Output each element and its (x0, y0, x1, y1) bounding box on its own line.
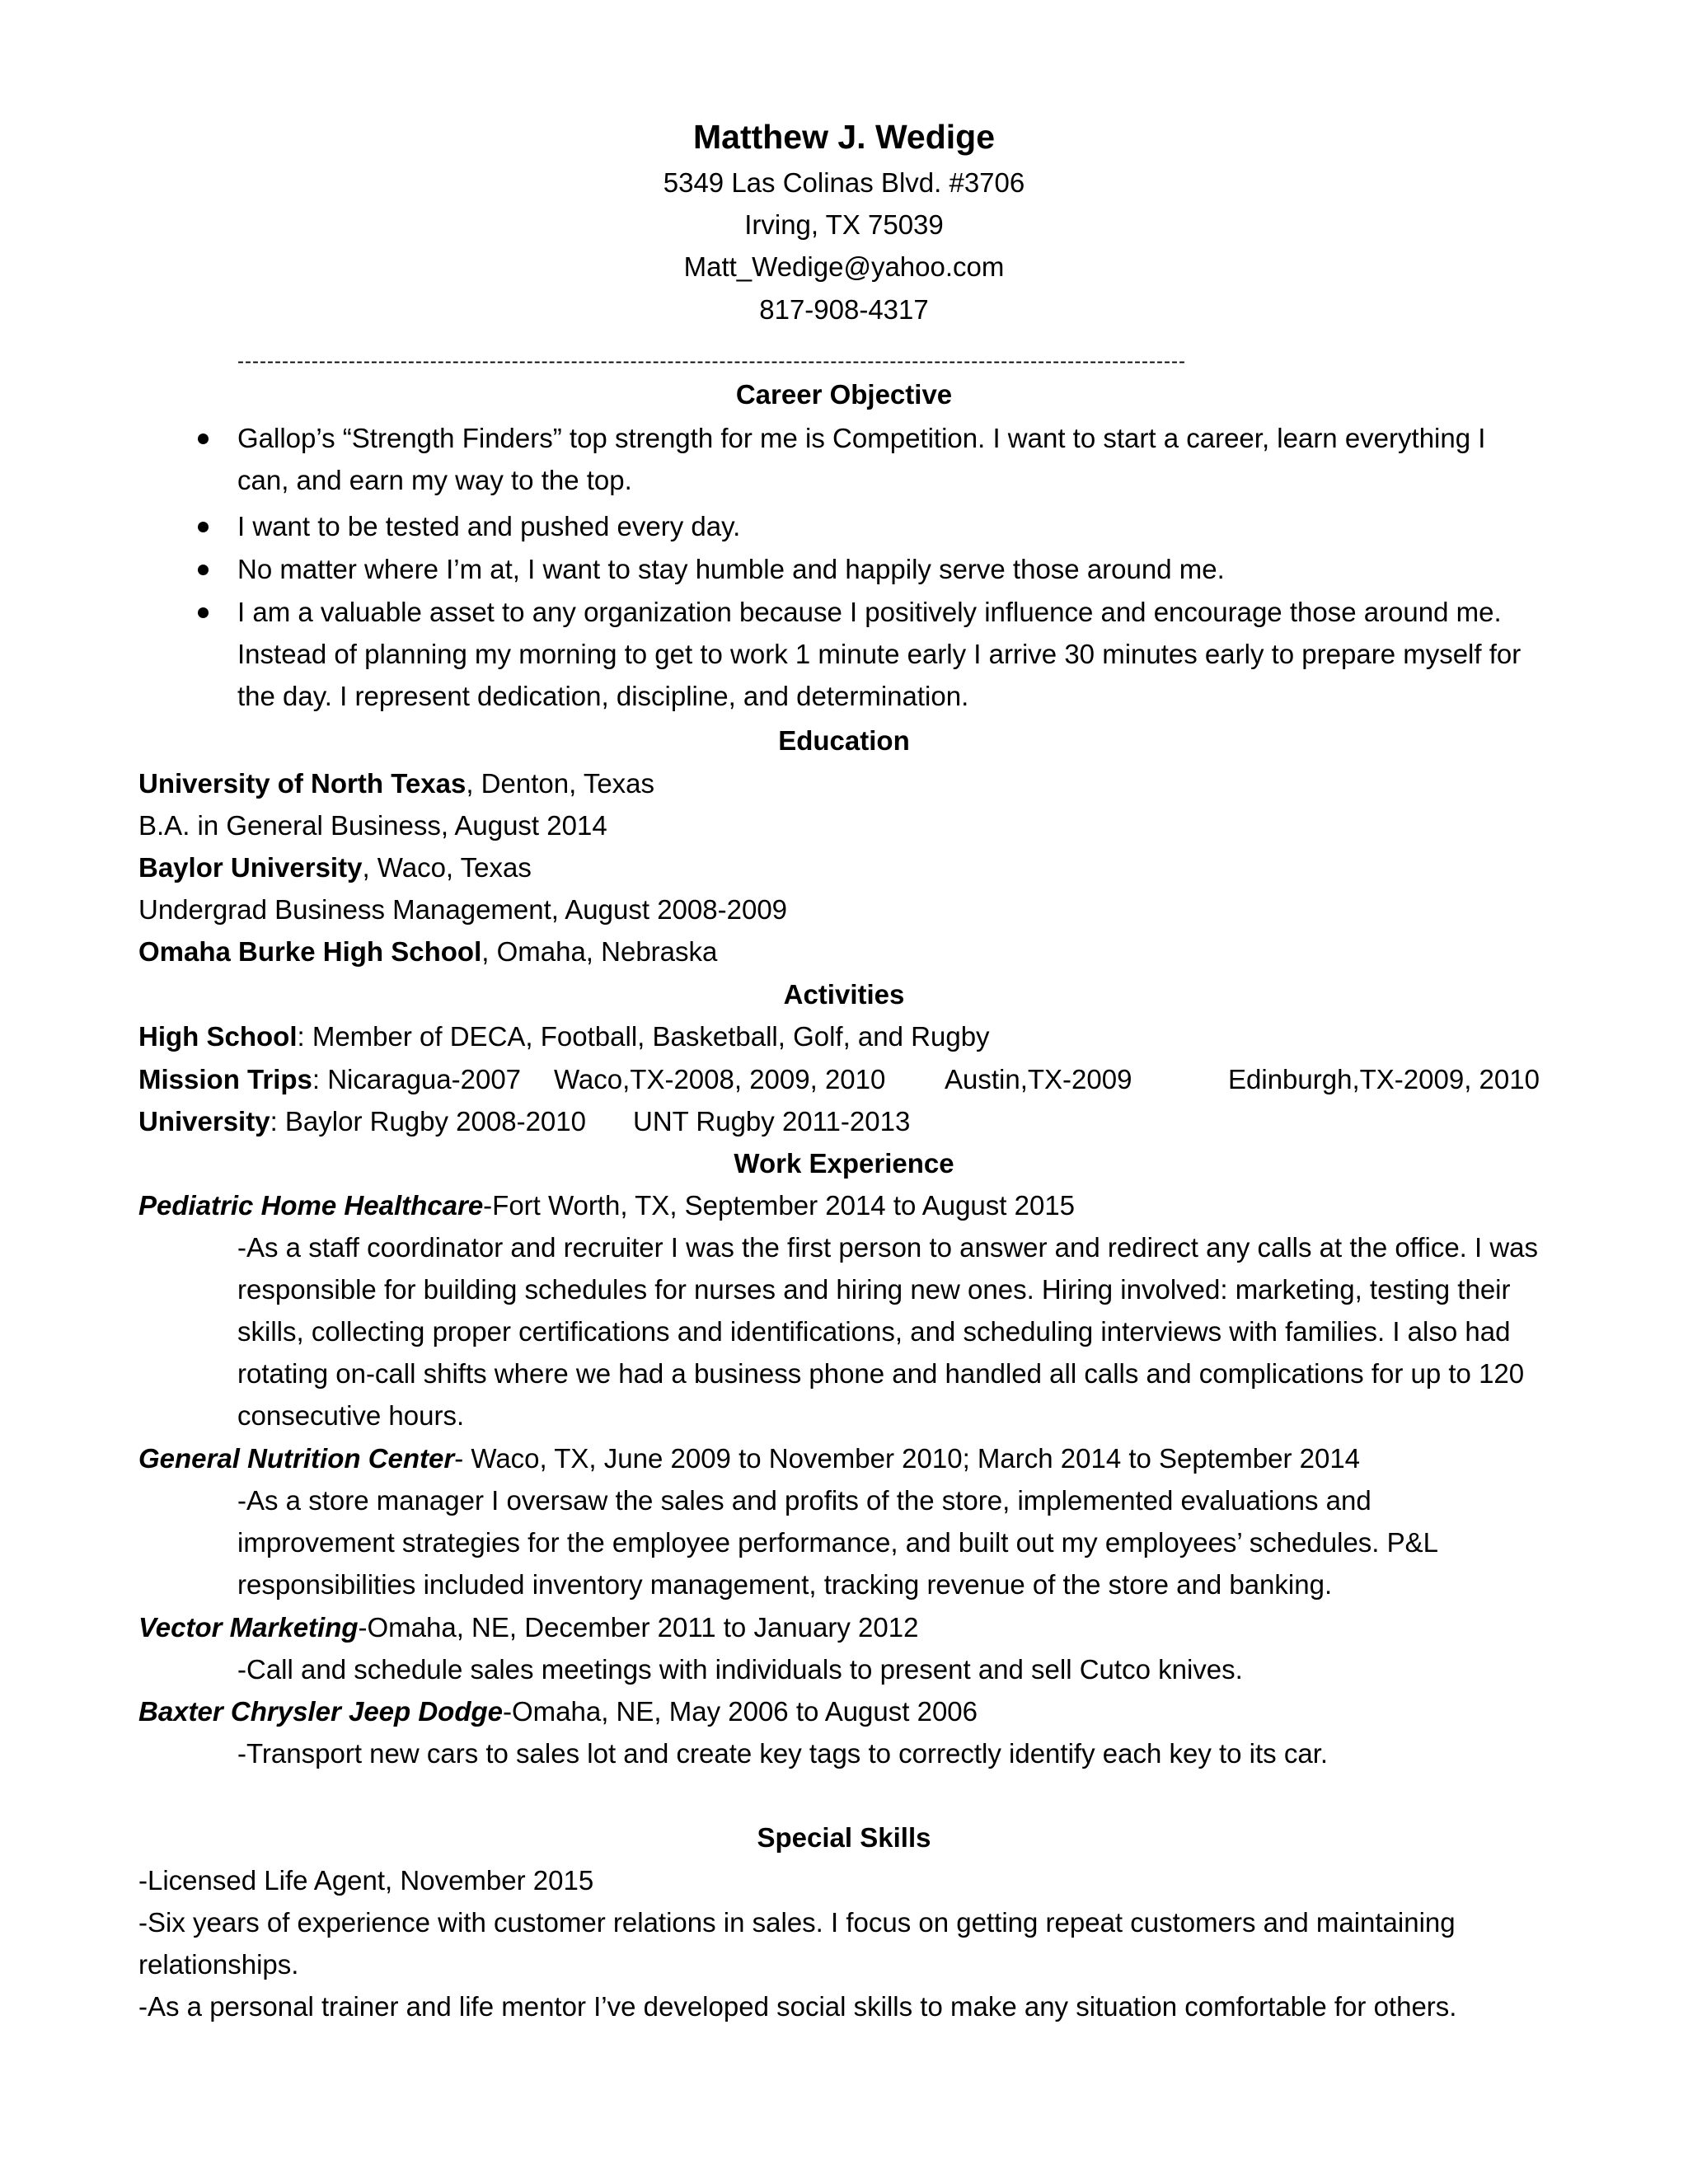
activities-heading: Activities (783, 979, 905, 1010)
activity-label: Mission Trips (138, 1064, 312, 1094)
skill-item: -As a personal trainer and life mentor I’ve developed social skills to make any situation comfortable for others. (138, 1991, 1457, 2022)
activity-high-school (138, 1015, 990, 1057)
school-name: Omaha Burke High School (138, 936, 482, 967)
education-entry (138, 762, 654, 804)
skill-item: -Licensed Life Agent, November 2015 (138, 1865, 594, 1896)
mission-trip-item: : Nicaragua-2007 (312, 1064, 522, 1094)
school-name: Baylor University (138, 852, 363, 883)
special-skills-heading: Special Skills (757, 1822, 931, 1853)
job-title-line (138, 1606, 918, 1648)
activity-text: : Member of DECA, Football, Basketball, Golf, and Rugby (297, 1021, 990, 1052)
job-title-line (138, 1184, 1075, 1226)
job-info: -Omaha, NE, May 2006 to August 2006 (503, 1696, 978, 1727)
header-divider: -------------------------------------------------------------------------------------------------------------------------------- (237, 352, 1186, 372)
address-line-2: Irving, TX 75039 (744, 209, 944, 240)
education-entry (138, 846, 532, 888)
bullet-icon (198, 522, 209, 532)
objective-bullet-text: I am a valuable asset to any organization because I positively influence and encourage those around me. Instead of planning my morning to get to work 1 minute early I arrive 30 minutes early to prepare myself for the day. I represent dedication, discipline, and determination. (237, 597, 1522, 711)
employer-name: Pediatric Home Healthcare (138, 1190, 484, 1221)
school-location: , Denton, Texas (466, 768, 655, 799)
work-experience-heading: Work Experience (734, 1148, 954, 1179)
school-name: University of North Texas (138, 768, 467, 799)
career-objective-heading: Career Objective (735, 379, 953, 410)
resume-name: Matthew J. Wedige (692, 118, 996, 156)
bullet-icon (198, 434, 209, 444)
email-address: Matt_Wedige@yahoo.com (683, 251, 1005, 282)
job-description: -Transport new cars to sales lot and create key tags to correctly identify each key to its car. (237, 1738, 1329, 1769)
job-description: -As a staff coordinator and recruiter I was the first person to answer and redirect any calls at the office. I was responsible for building schedules for nurses and hiring new ones. Hiring involved: marketing, testing their skills, collecting proper certifications and identifications, and scheduling interviews with families. I also had rotating on-call shifts where we had a business phone and handled all calls and complications for up to 120 consecutive hours. (237, 1232, 1539, 1431)
school-location: , Waco, Texas (362, 852, 532, 883)
job-description: -Call and schedule sales meetings with individuals to present and sell Cutco knives. (237, 1654, 1243, 1685)
university-activity-item: : Baylor Rugby 2008-2010 (270, 1106, 586, 1137)
objective-bullet (188, 505, 1540, 547)
job-title-line (138, 1690, 978, 1732)
mission-trip-item: Waco,TX-2008, 2009, 2010 (554, 1064, 886, 1094)
objective-bullet-text: Gallop’s “Strength Finders” top strength for me is Competition. I want to start a career, learn everything I can, and earn my way to the top. (237, 423, 1486, 495)
bullet-icon (198, 607, 209, 618)
activity-university (138, 1100, 1540, 1142)
job-description: -As a store manager I oversaw the sales and profits of the store, implemented evaluations and improvement strategies for the employee performance, and built out my employees’ schedules. P&L responsibilities included inventory management, tracking revenue of the store and banking. (237, 1485, 1437, 1600)
job-info: -Omaha, NE, December 2011 to January 2012 (358, 1612, 919, 1643)
job-info: - Waco, TX, June 2009 to November 2010; March 2014 to September 2014 (454, 1443, 1361, 1474)
objective-bullet-text: No matter where I’m at, I want to stay humble and happily serve those around me. (237, 554, 1225, 584)
activity-label: University (138, 1106, 270, 1137)
skill-item: -Six years of experience with customer relations in sales. I focus on getting repeat customers and maintaining relationships. (138, 1907, 1456, 1980)
employer-name: General Nutrition Center (138, 1443, 455, 1474)
employer-name: Vector Marketing (138, 1612, 359, 1643)
activity-mission-trips (138, 1058, 1540, 1100)
objective-bullet (188, 417, 1540, 501)
objective-bullet (188, 548, 1540, 590)
mission-trip-item: Edinburgh,TX-2009, 2010 (1228, 1064, 1540, 1094)
education-entry (138, 930, 717, 972)
degree-detail: B.A. in General Business, August 2014 (138, 810, 607, 841)
activity-label: High School (138, 1021, 298, 1052)
objective-bullet (188, 591, 1540, 717)
degree-detail: Undergrad Business Management, August 2008-2009 (138, 894, 788, 925)
address-line-1: 5349 Las Colinas Blvd. #3706 (663, 167, 1025, 198)
job-title-line (138, 1437, 1360, 1479)
mission-trip-item: Austin,TX-2009 (945, 1064, 1132, 1094)
phone-number: 817-908-4317 (759, 294, 929, 325)
employer-name: Baxter Chrysler Jeep Dodge (138, 1696, 504, 1727)
education-heading: Education (778, 725, 910, 756)
objective-bullet-text: I want to be tested and pushed every day. (237, 511, 741, 541)
university-activity-item: UNT Rugby 2011-2013 (633, 1106, 911, 1137)
school-location: , Omaha, Nebraska (481, 936, 718, 967)
bullet-icon (198, 565, 209, 575)
job-info: -Fort Worth, TX, September 2014 to August 2015 (483, 1190, 1076, 1221)
